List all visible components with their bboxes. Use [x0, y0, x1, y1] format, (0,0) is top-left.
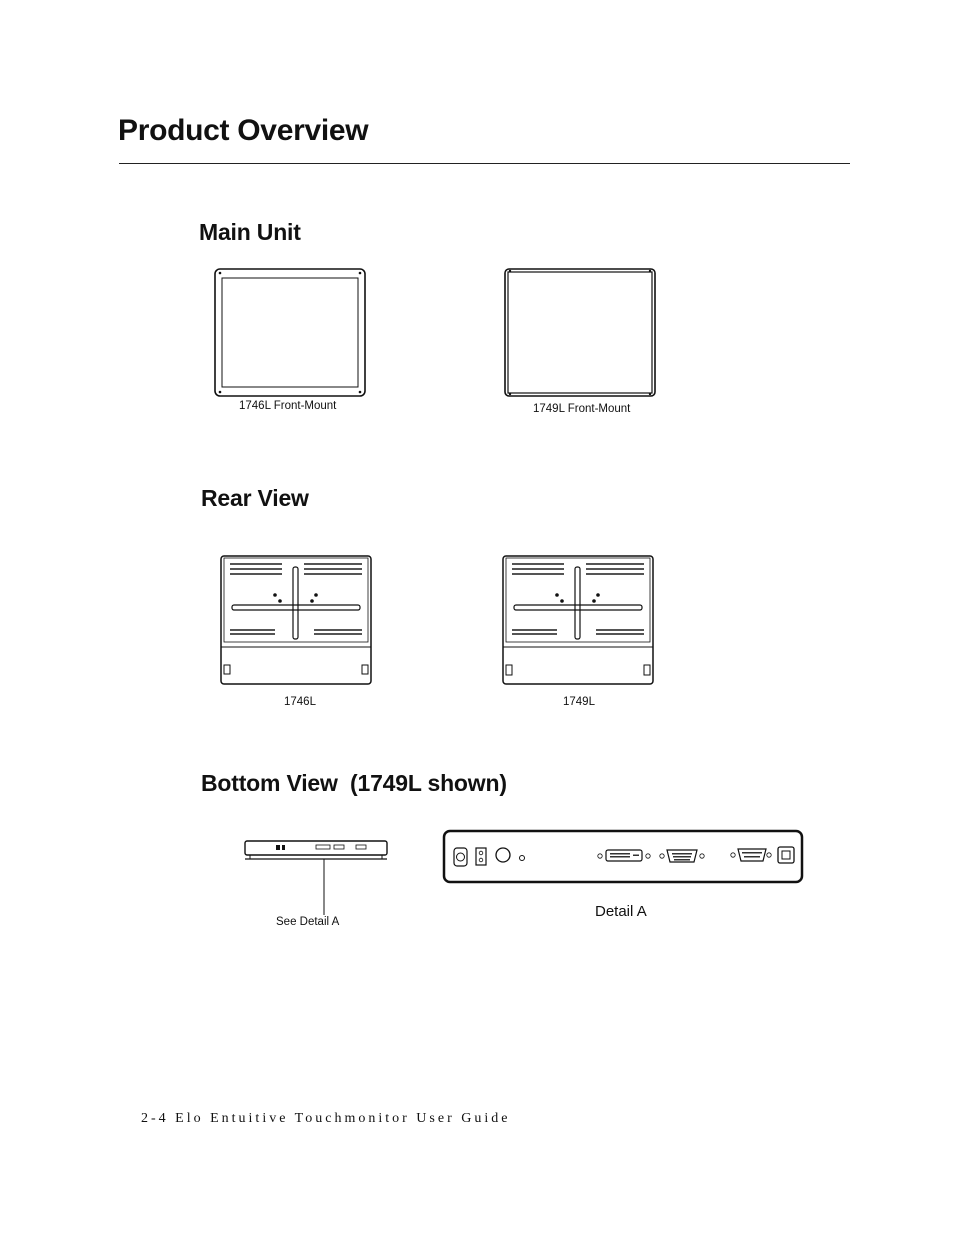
caption-1746l-front-mount: 1746L Front-Mount [239, 400, 337, 412]
front-mount-1749l-illustration [504, 268, 656, 398]
rear-view-1749l-illustration [502, 555, 654, 686]
caption-1749l-front-mount: 1749L Front-Mount [533, 403, 631, 415]
detail-a-label: Detail A [595, 903, 647, 920]
see-detail-a-label: See Detail A [276, 916, 340, 928]
rear-view-1746l-illustration [220, 555, 372, 686]
main-unit-heading: Main Unit [199, 219, 301, 245]
bottom-view-heading: Bottom View (1749L shown) [201, 770, 507, 796]
bottom-view-illustration [244, 840, 390, 915]
detail-a-illustration [442, 829, 806, 885]
caption-1749l-rear: 1749L [563, 696, 595, 708]
page-title: Product Overview [118, 114, 369, 147]
page-footer: 2-4 Elo Entuitive Touchmonitor User Guide [141, 1111, 511, 1126]
title-divider [119, 163, 850, 164]
rear-view-heading: Rear View [201, 485, 309, 511]
caption-1746l-rear: 1746L [284, 696, 316, 708]
front-mount-1746l-illustration [214, 268, 366, 398]
